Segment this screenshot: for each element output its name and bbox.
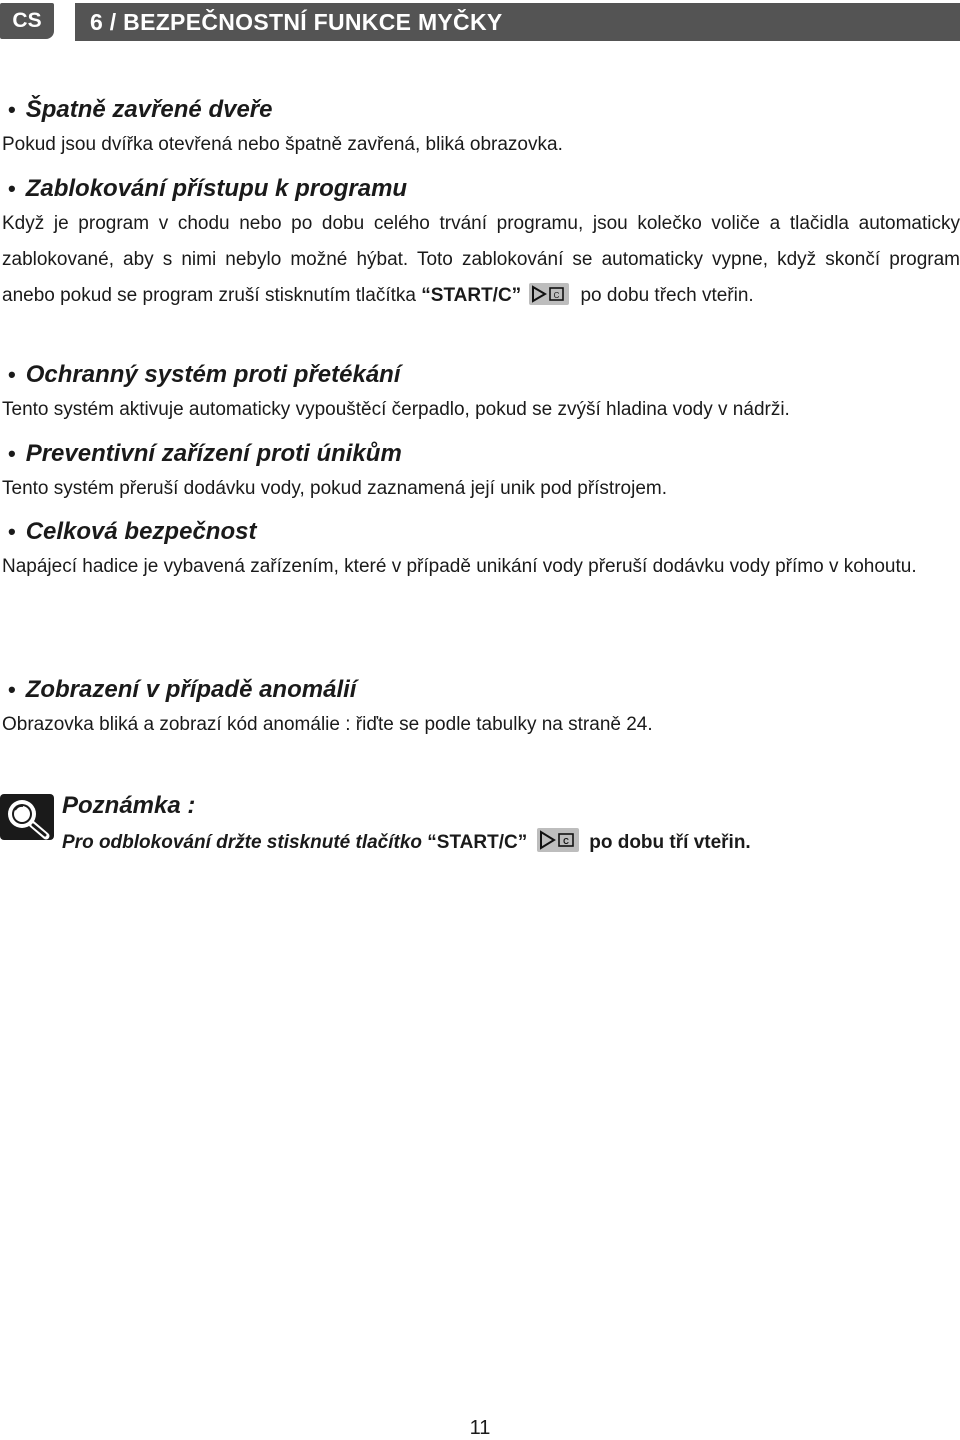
play-stop-button-icon xyxy=(529,283,569,305)
section-text: Když je program v chodu nebo po dobu celého trvání programu, jsou kolečko voliče a tlačidla automaticky zablokované, aby s nimi nebylo možné hýbat. Toto zablokování se automaticky vypne, když skončí program anebo pokud se program zruší stisknutím tlačítka “START/C” C po dobu třech vteřin. xyxy=(2,213,960,306)
section-text: Tento systém aktivuje automaticky vypouštěcí čerpadlo, pokud se zvýší hladina vody v nádrži. xyxy=(2,399,790,420)
section-overall-safety xyxy=(0,515,960,585)
section-leak xyxy=(0,437,960,507)
play-stop-button-icon xyxy=(537,828,579,852)
section-heading: • Zobrazení v případě anomálií xyxy=(0,673,960,707)
bullet-icon: • xyxy=(8,677,16,702)
language-badge: CS xyxy=(0,3,54,39)
svg-text:C: C xyxy=(553,291,560,300)
section-heading: • Preventivní zařízení proti únikům xyxy=(0,437,960,471)
bullet-icon: • xyxy=(8,362,16,387)
section-anomaly-display xyxy=(0,673,960,743)
bullet-icon: • xyxy=(8,519,16,544)
section-program-lock xyxy=(0,172,960,314)
magnifier-icon xyxy=(0,790,54,844)
bullet-icon: • xyxy=(8,176,16,201)
section-heading: • Špatně zavřené dveře xyxy=(0,93,960,127)
page-number: 11 xyxy=(469,1417,491,1439)
note-title: Poznámka : xyxy=(62,792,196,819)
section-heading: • Celková bezpečnost xyxy=(0,515,960,549)
bullet-icon: • xyxy=(8,441,16,466)
section-heading: • Ochranný systém proti přetékání xyxy=(0,358,960,392)
page-title: 6 / BEZPEČNOSTNÍ FUNKCE MYČKY xyxy=(75,3,960,41)
section-heading: • Zablokování přístupu k programu xyxy=(0,172,960,206)
section-text: Tento systém přeruší dodávku vody, pokud zaznamená její unik pod přístrojem. xyxy=(2,478,667,499)
section-text: Obrazovka bliká a zobrazí kód anomálie : řiďte se podle tabulky na straně 24. xyxy=(2,714,653,735)
bullet-icon: • xyxy=(8,97,16,122)
section-door xyxy=(0,93,960,163)
start-button-label: “START/C” xyxy=(427,832,528,853)
note-text: Pro odblokování držte stisknuté tlačítko “START/C” C po dobu tří vteřin. xyxy=(62,826,751,860)
svg-text:C: C xyxy=(563,837,570,846)
start-button-label: “START/C” xyxy=(421,285,522,306)
section-text: Pokud jsou dvířka otevřená nebo špatně zavřená, bliká obrazovka. xyxy=(2,134,563,155)
section-overflow xyxy=(0,358,960,428)
section-text: Napájecí hadice je vybavená zařízením, které v případě unikání vody přeruší dodávku vody přímo v kohoutu. xyxy=(2,556,917,577)
